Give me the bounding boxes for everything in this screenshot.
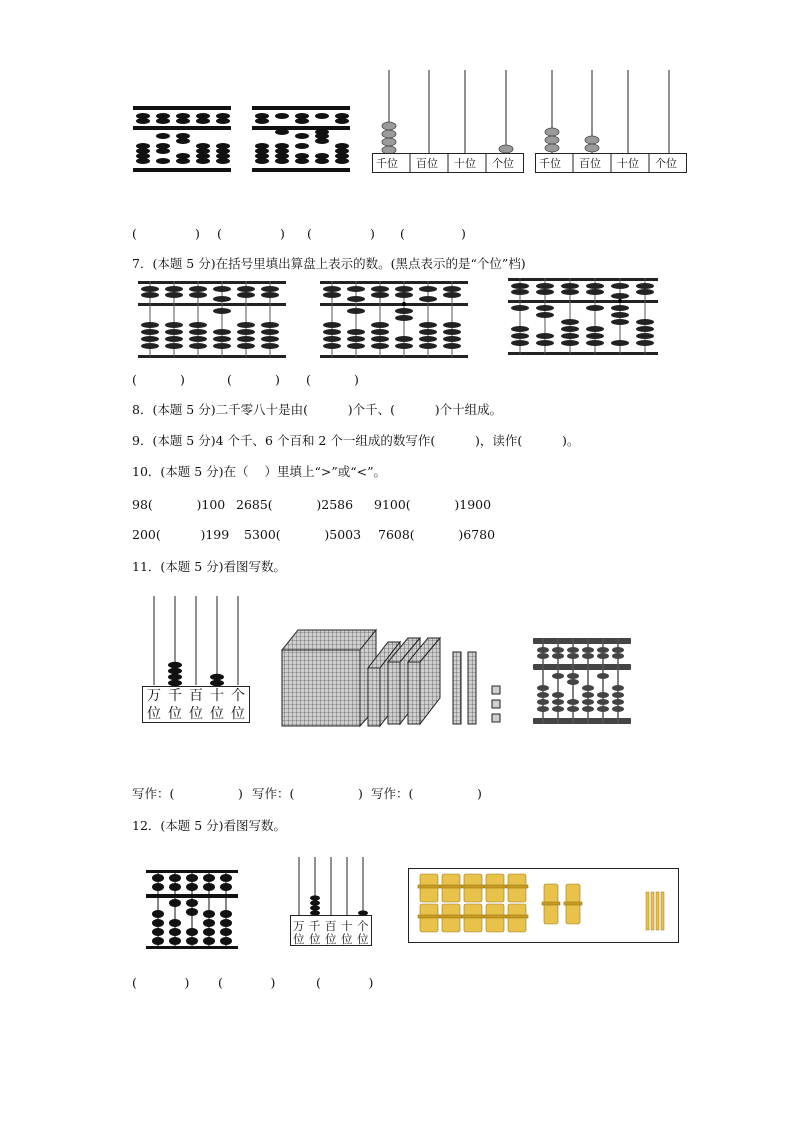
q12-answer-3[interactable]: ( ) <box>316 975 374 990</box>
q11-label-ge: 个 <box>231 688 245 704</box>
q9-prompt[interactable]: 9．(本题 5 分)4 个千、6 个百和 2 个一组成的数写作( )，读作( )。 <box>132 433 580 448</box>
row1-answer-1-open[interactable]: ( <box>132 226 137 241</box>
q11-label-wei-5: 位 <box>231 706 245 722</box>
q11-label-qian: 千 <box>168 688 182 704</box>
counter-b-label-hundreds: 百位 <box>579 157 601 170</box>
q7-abacus-1 <box>138 281 288 359</box>
q11-base-ten-blocks <box>280 628 510 728</box>
q12-label-wei-4: 位 <box>341 932 353 946</box>
q11-prompt: 11．(本题 5 分)看图写数。 <box>132 559 287 574</box>
q10-compare-3[interactable]: 9100( )1900 <box>374 497 492 512</box>
q7-prompt: 7．(本题 5 分)在括号里填出算盘上表示的数。(黑点表示的是“个位”档) <box>132 256 526 271</box>
q7-answer-1-close: ) <box>180 372 185 387</box>
q10-compare-6[interactable]: 7608( )6780 <box>378 527 496 542</box>
counter-a-label-thousands: 千位 <box>376 157 398 170</box>
q11-label-wei-3: 位 <box>189 706 203 722</box>
q11-abacus <box>533 638 633 726</box>
q11-write-1[interactable]: 写作：( ) <box>132 786 243 801</box>
abacus-1 <box>133 104 233 174</box>
q11-write-3[interactable]: 写作：( ) <box>371 786 482 801</box>
q11-label-wei-2: 位 <box>168 706 182 722</box>
q11-label-wei-4: 位 <box>210 706 224 722</box>
q7-answer-1-open[interactable]: ( <box>132 372 137 387</box>
q10-compare-5[interactable]: 5300( )5003 <box>244 527 362 542</box>
q7-answer-3-close: ) <box>354 372 359 387</box>
q10-compare-2[interactable]: 2685( )2586 <box>236 497 354 512</box>
q12-label-shi: 十 <box>341 919 353 933</box>
q12-label-bai: 百 <box>325 919 337 933</box>
q11-label-shi: 十 <box>210 688 224 704</box>
q12-abacus <box>146 870 240 950</box>
q12-label-wei-3: 位 <box>325 932 337 946</box>
row1-answer-2-close: ) <box>280 226 285 241</box>
row1-answer-3-close: ) <box>370 226 375 241</box>
counter-b-label-thousands: 千位 <box>539 157 561 170</box>
counter-a-label-hundreds: 百位 <box>416 157 438 170</box>
abacus-2 <box>252 104 352 174</box>
counter-b-label-tens: 十位 <box>617 157 639 170</box>
q10-compare-1[interactable]: 98( )100 <box>132 497 226 512</box>
q12-label-wan: 万 <box>293 919 305 933</box>
q12-label-wei-1: 位 <box>293 932 305 946</box>
q7-abacus-2 <box>320 281 470 359</box>
q11-label-wei-1: 位 <box>147 706 161 722</box>
q7-abacus-3 <box>508 278 660 356</box>
q12-answer-1[interactable]: ( ) <box>132 975 190 990</box>
hundred-flats <box>368 638 440 726</box>
counter-a-label-ones: 个位 <box>492 157 514 170</box>
q11-label-bai: 百 <box>189 688 203 704</box>
q12-label-wei-5: 位 <box>357 932 369 946</box>
q12-answer-2[interactable]: ( ) <box>218 975 276 990</box>
q12-label-ge: 个 <box>357 919 369 933</box>
q12-stick-bundles <box>408 868 680 944</box>
row1-answer-3-open[interactable]: ( <box>307 226 312 241</box>
q10-compare-4[interactable]: 200( )199 <box>132 527 230 542</box>
row1-answer-4-close: ) <box>461 226 466 241</box>
q7-answer-3-open[interactable]: ( <box>306 372 311 387</box>
q12-label-qian: 千 <box>309 919 321 933</box>
q11-label-wan: 万 <box>147 688 161 704</box>
q11-write-2[interactable]: 写作：( ) <box>252 786 363 801</box>
counter-b-label-ones: 个位 <box>655 157 677 170</box>
q11-counter <box>140 594 252 724</box>
q12-prompt: 12．(本题 5 分)看图写数。 <box>132 818 287 833</box>
row1-answer-4-open[interactable]: ( <box>400 226 405 241</box>
q7-answer-2-open[interactable]: ( <box>227 372 232 387</box>
q12-label-wei-2: 位 <box>309 932 321 946</box>
q7-answer-2-close: ) <box>275 372 280 387</box>
counter-a-label-tens: 十位 <box>454 157 476 170</box>
q8-prompt[interactable]: 8．(本题 5 分)二千零八十是由( )个千、( )个十组成。 <box>132 402 503 417</box>
row1-answer-2-open[interactable]: ( <box>217 226 222 241</box>
q10-prompt: 10．(本题 5 分)在（ ）里填上“>”或“<”。 <box>132 464 386 479</box>
row1-answer-1-close: ) <box>195 226 200 241</box>
